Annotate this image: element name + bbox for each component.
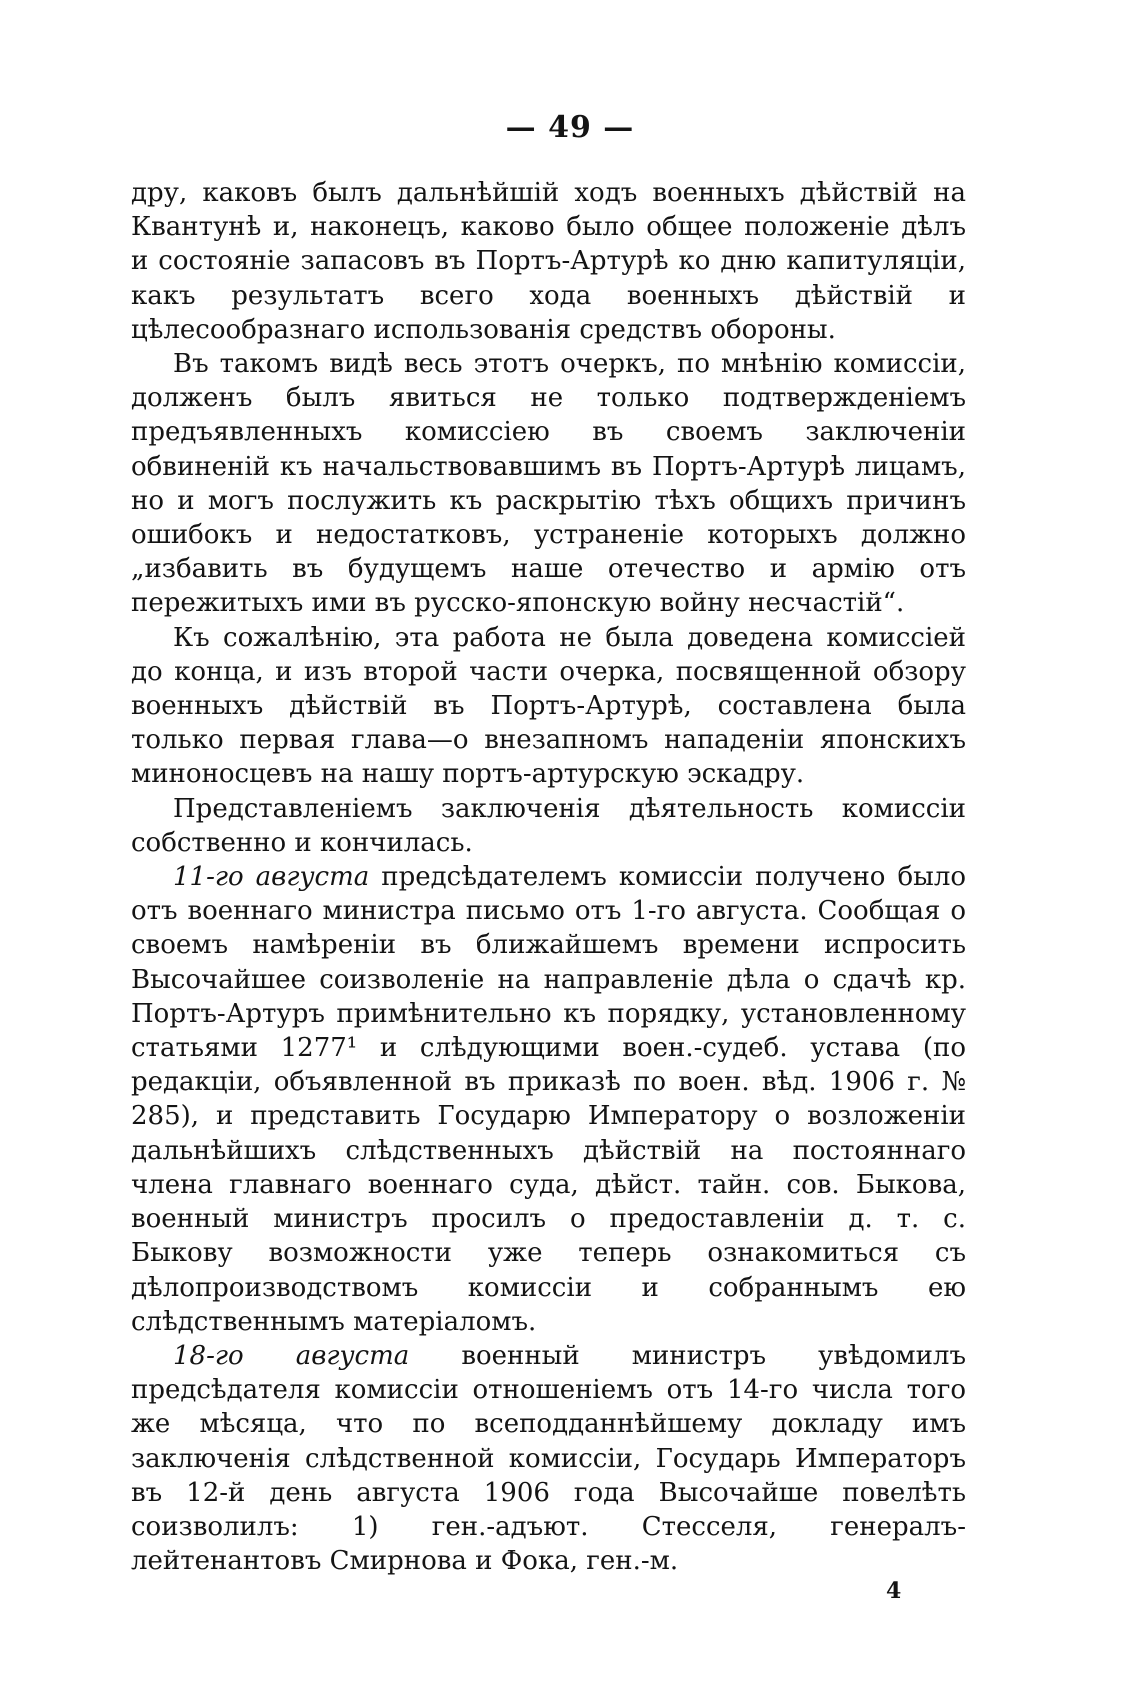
paragraph-dated	[131, 1339, 966, 1578]
date-label: 11-го августа	[173, 862, 370, 893]
signature-mark: 4	[886, 1578, 902, 1604]
paragraph-dated	[131, 860, 966, 1339]
paragraph-text: дру, каковъ былъ дальнѣйшій ходъ военныхъ дѣйствій на Квантунѣ и, наконецъ, каково было общее положеніе дѣлъ и состояніе запасовъ въ Портъ-Артурѣ ко дню капитуляціи, какъ результатъ всего хода военныхъ дѣйствій и цѣлесообразнаго использованія средствъ обороны.	[131, 178, 966, 345]
paragraph-text: Въ такомъ видѣ весь этотъ очеркъ, по мнѣнію комиссіи, долженъ былъ явиться не только подтвержденіемъ предъявленныхъ комиссіею въ своемъ заключеніи обвиненій къ начальствовавшимъ въ Портъ-Артурѣ лицамъ, но и могъ послужить къ раскрытію тѣхъ общихъ причинъ ошибокъ и недостатковъ, устраненіе которыхъ должно „избавить въ будущемъ наше отечество и армію отъ пережитыхъ ими въ русско-японскую войну несчастій“.	[131, 349, 966, 619]
paragraph-text: Къ сожалѣнію, эта работа не была доведена комиссіей до конца, и изъ второй части очерка, посвященной обзору военныхъ дѣйствій въ Портъ-Артурѣ, составлена была только первая глава—о внезапномъ нападеніи японскихъ миноносцевъ на нашу портъ-артурскую эскадру.	[131, 622, 966, 790]
page-number-header: — 49 —	[505, 110, 635, 145]
paragraph-text: военный министръ увѣдомилъ предсѣдателя комиссіи отношеніемъ отъ 14-го числа того же мѣсяца, что по всеподданнѣйшему докладу имъ заключенія слѣдственной комиссіи, Государь Императоръ въ 12-й день августа 1906 года Высочайше повелѣть соизволилъ: 1) ген.-адъют. Стесселя, генералъ-лейтенантовъ Смирнова и Фока, ген.-м.	[131, 1340, 966, 1577]
paragraph-text: Представленіемъ заключенія дѣятельность комиссіи собственно и кончилась.	[131, 793, 966, 858]
paragraph	[131, 347, 966, 621]
paragraph-text: предсѣдателемъ комиссіи получено было отъ военнаго министра письмо отъ 1-го августа. Сообщая о своемъ намѣреніи въ ближайшемъ времени испросить Высочайшее соизволеніе на направленіе дѣла о сдачѣ кр. Портъ-Артуръ примѣнительно къ порядку, установленному статьями 1277¹ и слѣдующими воен.-судеб. устава (по редакціи, объявленной въ приказѣ по воен. вѣд. 1906 г. № 285), и представить Государю Императору о возложеніи дальнѣйшихъ слѣдственныхъ дѣйствій на постояннаго члена главнаго военнаго суда, дѣйст. тайн. сов. Быкова, военный министръ просилъ о предоставленіи д. т. с. Быкову возможности уже теперь ознакомиться съ дѣлопроизводствомъ комиссіи и собраннымъ ею слѣдственнымъ матеріаломъ.	[131, 862, 967, 1337]
body-text	[131, 176, 966, 1578]
paragraph-continuation	[131, 176, 966, 347]
paragraph	[131, 621, 966, 792]
paragraph	[131, 792, 966, 860]
date-label: 18-го августа	[173, 1340, 410, 1371]
